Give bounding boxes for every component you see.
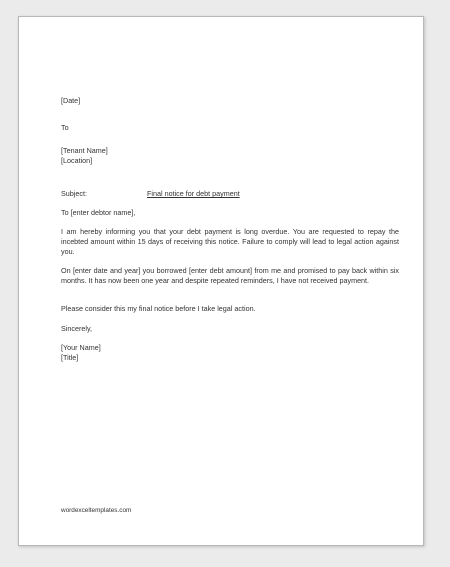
to-label: To: [61, 123, 69, 132]
your-name-placeholder: [Your Name]: [61, 343, 101, 352]
subject-value: Final notice for debt payment: [147, 189, 240, 198]
closing: Sincerely,: [61, 324, 93, 333]
footer-site: wordexceltemplates.com: [61, 507, 132, 514]
title-placeholder: [Title]: [61, 353, 79, 362]
salutation: To [enter debtor name],: [61, 208, 136, 217]
date-placeholder: [Date]: [61, 96, 81, 105]
subject-label: Subject:: [61, 189, 87, 198]
paragraph-1: I am hereby informing you that your debt payment is long overdue. You are requested to repay the incebted amount within 15 days of receiving this notice. Failure to comply will lead to legal action against you.: [61, 227, 399, 256]
location-placeholder: [Location]: [61, 156, 93, 165]
paragraph-3: Please consider this my final notice before I take legal action.: [61, 304, 256, 313]
tenant-name-placeholder: [Tenant Name]: [61, 146, 108, 155]
letter-page: [18, 16, 424, 546]
paragraph-2: On [enter date and year] you borrowed [enter debt amount] from me and promised to pay back within six months. It has now been one year and despite repeated reminders, I have not received payment.: [61, 266, 399, 285]
